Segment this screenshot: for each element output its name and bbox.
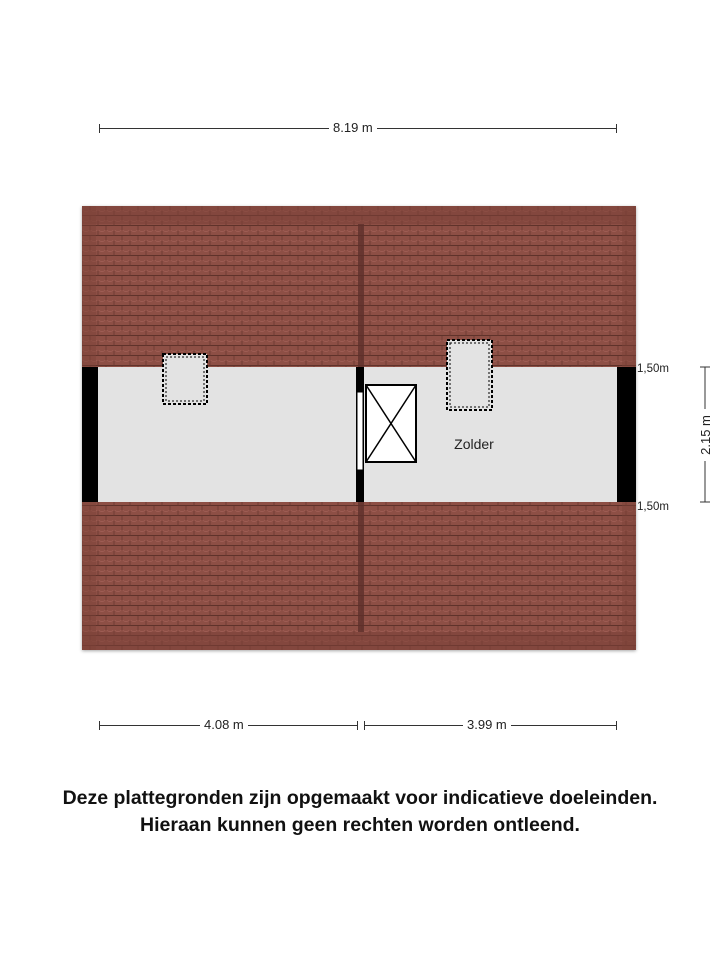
disclaimer-line-2: Hieraan kunnen geen rechten worden ontleend. (140, 814, 580, 836)
door-opening (357, 392, 363, 470)
top-dim-label: 8.19 m (329, 121, 377, 135)
roof-eave-top (82, 206, 636, 224)
stair-hatch (366, 385, 416, 462)
disclaimer-line-1: Deze plattegronden zijn opgemaakt voor indicatieve doeleinden. (62, 787, 658, 809)
bottom-left-dim-label: 4.08 m (200, 718, 248, 732)
skylight-left (163, 354, 207, 404)
gable-wall-right (617, 367, 636, 502)
roof-eave-bottom (82, 632, 636, 650)
knee-height-bottom-label: 1,50m (637, 501, 669, 513)
skylight-right (447, 340, 492, 410)
bottom-dim-tick-mid-left (357, 721, 358, 730)
bottom-dim-tick-right (616, 721, 617, 730)
gable-wall-left (82, 367, 98, 502)
knee-height-top-label: 1,50m (637, 363, 669, 375)
bottom-right-dim-label: 3.99 m (463, 718, 511, 732)
room-label-zolder: Zolder (454, 436, 494, 452)
right-dimension (697, 367, 713, 502)
right-dim-label: 2.15 m (698, 415, 713, 455)
